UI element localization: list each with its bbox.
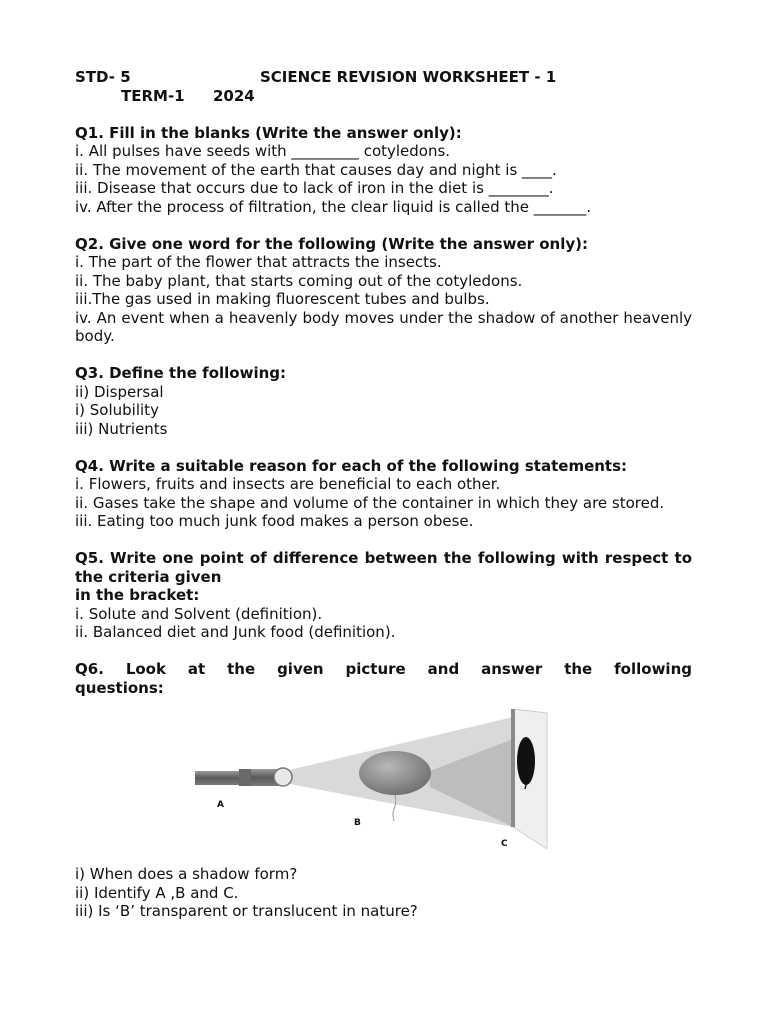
q5-heading: Q5. Write one point of difference between the following with respect to the criteria given	[75, 549, 692, 586]
torch-icon	[195, 768, 292, 786]
q5-item: i. Solute and Solvent (definition).	[75, 604, 323, 623]
worksheet-page	[75, 68, 692, 921]
q2-item: ii. The baby plant, that starts coming out of the cotyledons.	[75, 271, 523, 290]
class-label: STD- 5	[75, 68, 131, 86]
label-a: A	[217, 800, 224, 810]
q4-item: i. Flowers, fruits and insects are beneficial to each other.	[75, 475, 501, 493]
q6-item: iii) Is ‘B’ transparent or translucent in nature?	[75, 902, 418, 920]
label-c: C	[501, 839, 508, 849]
q3-item: ii) Dispersal	[75, 382, 164, 401]
q6-heading: Q6. Look at the given picture and answer the following	[75, 660, 692, 678]
q1-heading: Q1. Fill in the blanks (Write the answer only):	[75, 123, 462, 142]
q2-item: i. The part of the flower that attracts the insects.	[75, 253, 442, 271]
label-b: B	[354, 818, 361, 828]
q3-heading: Q3. Define the following:	[75, 364, 287, 382]
balloon-shadow	[517, 737, 535, 785]
q5-heading-continued: in the bracket:	[75, 586, 200, 604]
q6-heading-continued: questions:	[75, 678, 164, 697]
q3-item: iii) Nutrients	[75, 419, 168, 438]
q6-item: ii) Identify A ,B and C.	[75, 883, 239, 902]
year-label: 2024	[213, 86, 255, 105]
q4-item: iii. Eating too much junk food makes a person obese.	[75, 512, 474, 530]
q3-item: i) Solubility	[75, 401, 159, 419]
term-label: TERM-1	[121, 86, 185, 105]
q1-item: iii. Disease that occurs due to lack of iron in the diet is ________.	[75, 179, 554, 197]
q2-item: iv. An event when a heavenly body moves under the shadow of another heavenly body.	[75, 308, 692, 345]
shadow-diagram	[75, 709, 692, 865]
q1-item: iv. After the process of filtration, the clear liquid is called the _______.	[75, 197, 592, 216]
q2-item: iii.The gas used in making fluorescent tubes and bulbs.	[75, 290, 490, 308]
q5-item: ii. Balanced diet and Junk food (definition).	[75, 623, 396, 641]
q1-item: i. All pulses have seeds with _________ cotyledons.	[75, 142, 451, 160]
balloon-icon	[359, 751, 431, 821]
q1-item: ii. The movement of the earth that causes day and night is ____.	[75, 160, 557, 179]
q6-item: i) When does a shadow form?	[75, 865, 298, 883]
worksheet-header	[75, 68, 692, 105]
q4-heading: Q4. Write a suitable reason for each of the following statements:	[75, 456, 628, 475]
q2-heading: Q2. Give one word for the following (Write the answer only):	[75, 234, 589, 253]
worksheet-title: SCIENCE REVISION WORKSHEET - 1	[260, 68, 557, 86]
q4-item: ii. Gases take the shape and volume of the container in which they are stored.	[75, 493, 665, 512]
